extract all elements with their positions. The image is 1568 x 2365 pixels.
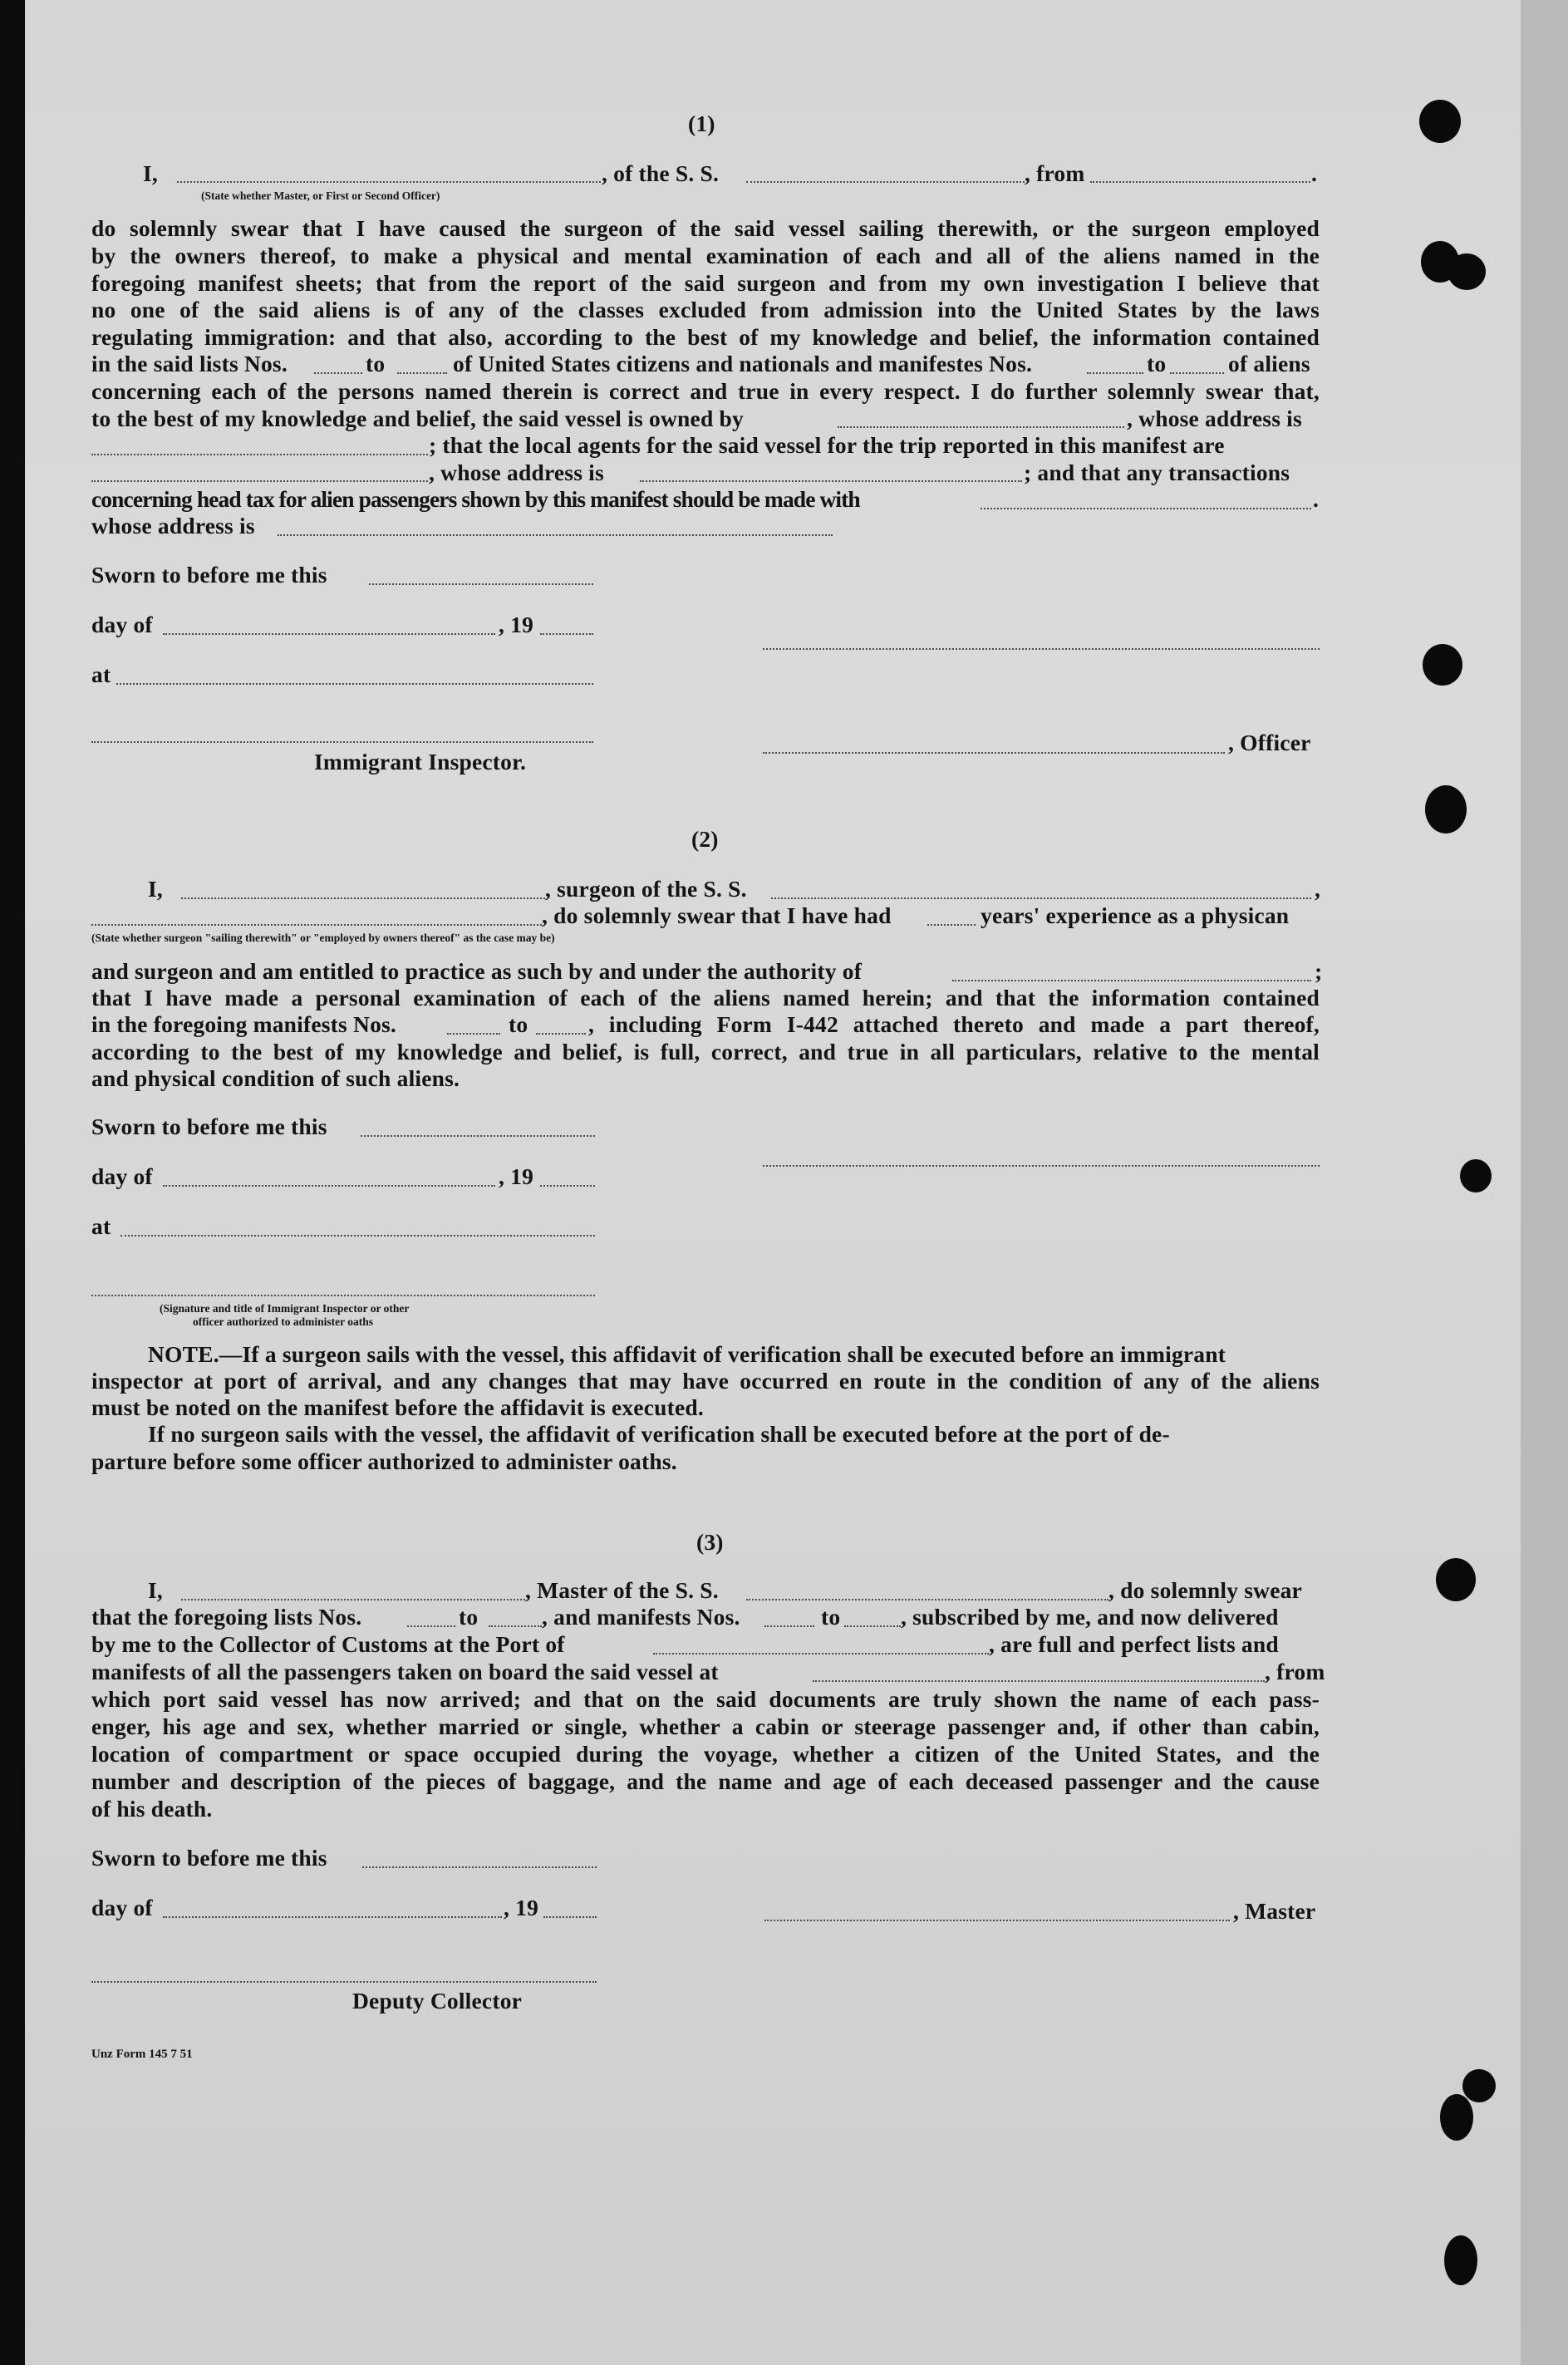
year-prefix: , 19 — [499, 1163, 534, 1189]
lists-label: that the foregoing lists Nos. — [91, 1604, 362, 1630]
whose-address-label: whose address is — [91, 513, 255, 538]
rank-note: (State whether Master, or First or Second Officer) — [201, 189, 440, 202]
year-field[interactable] — [540, 633, 593, 635]
lists-from-field[interactable] — [314, 372, 362, 374]
section-2-number: (2) — [691, 826, 719, 852]
swear-label: , do solemnly swear that I have had — [542, 902, 892, 928]
sworn-date-field[interactable] — [362, 1866, 597, 1868]
whose-address-label: , whose address is — [1127, 406, 1302, 431]
to-label: to — [509, 1011, 528, 1037]
oath-text-line: foregoing manifest sheets; that from the report of the said surgeon and from my own investigation I believe that — [91, 270, 1320, 296]
master-label: , Master — [1233, 1898, 1316, 1924]
signature-note: officer authorized to administer oaths — [193, 1315, 373, 1328]
manifests-from-field[interactable] — [1087, 372, 1143, 374]
section-3-number: (3) — [696, 1529, 724, 1555]
note-text: inspector at port of arrival, and any changes that may have occurred en route in the condition of any of the aliens — [91, 1368, 1320, 1394]
oath-prefix: I, — [148, 876, 163, 902]
to-label: to — [366, 351, 386, 376]
oath-text-line: number and description of the pieces of baggage, and the name and age of each deceased passenger and the cause — [91, 1768, 1320, 1794]
manifests-label: in the foregoing manifests Nos. — [91, 1011, 397, 1037]
lists-complete-label: , are full and perfect lists and — [989, 1631, 1279, 1657]
month-field[interactable] — [163, 1185, 495, 1187]
day-of-label: day of — [91, 1895, 153, 1920]
comma: , — [1315, 876, 1321, 902]
punch-hole — [1462, 2069, 1496, 2102]
month-field[interactable] — [163, 633, 495, 635]
vessel-name-field[interactable] — [746, 1599, 1108, 1600]
lists-label: in the said lists Nos. — [91, 351, 288, 376]
oath-text-line: no one of the said aliens is of any of the classes excluded from admission into the United States by the laws — [91, 297, 1320, 322]
lists-to-field[interactable] — [489, 1625, 542, 1627]
years-experience-field[interactable] — [927, 924, 976, 926]
year-field[interactable] — [540, 1185, 595, 1187]
sworn-date-field[interactable] — [361, 1135, 595, 1137]
oath-text-line: and physical condition of such aliens. — [91, 1065, 460, 1091]
of-aliens-label: of aliens — [1228, 351, 1310, 376]
form-i442-label: , including Form I-442 attached thereto and made a part thereof, — [588, 1011, 1320, 1037]
place-field[interactable] — [116, 683, 593, 685]
master-of-label: , Master of the S. S. — [525, 1577, 719, 1603]
boarding-label: manifests of all the passengers taken on board the said vessel at — [91, 1659, 719, 1684]
place-field[interactable] — [120, 1235, 595, 1237]
month-field[interactable] — [163, 1916, 502, 1918]
oath-text-line: which port said vessel has now arrived; and that on the said documents are truly shown the name of each pass- — [91, 1686, 1320, 1712]
from-label: , from — [1025, 160, 1085, 186]
oath-text-line: of his death. — [91, 1796, 213, 1822]
to-label: to — [459, 1604, 479, 1630]
officer-name-field[interactable] — [177, 181, 601, 183]
oath-text-line: regulating immigration: and that also, according to the best of my knowledge and belief, the information contained — [91, 324, 1320, 350]
head-tax-label: concerning head tax for alien passengers shown by this manifest should be made with — [91, 486, 860, 512]
year-prefix: , 19 — [499, 612, 534, 637]
deputy-collector-label: Deputy Collector — [352, 1988, 523, 2013]
year-prefix: , 19 — [504, 1895, 539, 1920]
to-label: to — [1147, 351, 1167, 376]
manifests-to-field[interactable] — [1170, 372, 1224, 374]
form-number: Unz Form 145 7 51 — [91, 2048, 193, 2061]
note-text: must be noted on the manifest before the affidavit is executed. — [91, 1394, 704, 1420]
section-1-number: (1) — [688, 111, 715, 136]
day-of-label: day of — [91, 1163, 153, 1189]
collector-signature-line[interactable] — [91, 1981, 597, 1983]
at-label: at — [91, 661, 111, 687]
period: . — [1311, 160, 1318, 186]
vessel-owner-field[interactable] — [838, 426, 1124, 428]
punch-hole — [1425, 785, 1467, 833]
punch-hole — [1460, 1159, 1492, 1192]
surgeon-status-field[interactable] — [91, 924, 542, 926]
transactions-label: ; and that any transactions — [1024, 460, 1290, 485]
from-label: , from — [1265, 1659, 1325, 1684]
punch-hole — [1436, 1558, 1476, 1601]
whose-address-label: , whose address is — [429, 460, 604, 485]
oath-text-line: that I have made a personal examination of each of the aliens named herein; and that the information contained — [91, 985, 1320, 1010]
manifests-from-field[interactable] — [764, 1625, 814, 1627]
master-name-field[interactable] — [181, 1599, 525, 1600]
oath-text-line: concerning each of the persons named therein is correct and true in every respect. I do further solemnly swear that, — [91, 378, 1320, 404]
oath-text-line: according to the best of my knowledge and belief, is full, correct, and true in all particulars, relative to the mental — [91, 1039, 1320, 1064]
surgeon-name-field[interactable] — [181, 897, 545, 899]
authority-label: and surgeon and am entitled to practice as such by and under the authority of — [91, 958, 863, 984]
arrival-port-field[interactable] — [653, 1653, 989, 1655]
sworn-date-field[interactable] — [369, 583, 593, 585]
lists-from-field[interactable] — [407, 1625, 455, 1627]
swear-label: , do solemnly swear — [1108, 1577, 1302, 1603]
signature-note: (Signature and title of Immigrant Inspector or other — [160, 1302, 410, 1315]
surgeon-of-label: , surgeon of the S. S. — [545, 876, 747, 902]
owner-address-field[interactable] — [91, 454, 428, 455]
oath-prefix: I, — [148, 1577, 163, 1603]
authority-field[interactable] — [952, 980, 1311, 981]
semicolon: ; — [1315, 958, 1323, 984]
manifests-to-field[interactable] — [536, 1033, 586, 1035]
officer-title-field[interactable] — [763, 752, 1225, 754]
day-of-label: day of — [91, 612, 153, 637]
punch-hole — [1423, 644, 1462, 686]
master-signature-line[interactable] — [764, 1920, 1230, 1921]
local-agents-label: ; that the local agents for the said vessel for the trip reported in this manifest are — [429, 432, 1225, 458]
oath-prefix: I, — [143, 160, 158, 186]
vessel-name-field[interactable] — [746, 181, 1025, 183]
manifests-to-field[interactable] — [844, 1625, 901, 1627]
sworn-label: Sworn to before me this — [91, 1845, 327, 1871]
oath-text-line: location of compartment or space occupied during the voyage, whether a citizen of the United States, and the — [91, 1741, 1320, 1767]
local-agents-field[interactable] — [91, 480, 428, 482]
note-text: parture before some officer authorized to administer oaths. — [91, 1448, 677, 1474]
of-the-ss-label: , of the S. S. — [602, 160, 720, 186]
to-label: to — [821, 1604, 841, 1630]
page-edge — [1521, 0, 1568, 2365]
subscribed-label: , subscribed by me, and now delivered — [901, 1604, 1279, 1630]
officer-signature-line[interactable] — [763, 648, 1320, 650]
oath-text-line: enger, his age and sex, whether married or single, whether a cabin or steerage passenger and, if other than cabin, — [91, 1714, 1320, 1739]
sworn-label: Sworn to before me this — [91, 562, 327, 588]
note-text: NOTE.—If a surgeon sails with the vessel, this affidavit of verification shall be executed before an immigrant — [148, 1341, 1226, 1367]
punch-hole — [1444, 2235, 1477, 2285]
at-label: at — [91, 1213, 111, 1239]
manifests-label: , and manifests Nos. — [542, 1604, 740, 1630]
signature-title-line[interactable] — [91, 1295, 595, 1296]
surgeon-status-note: (State whether surgeon "sailing therewith" or "employed by owners thereof" as the case may be) — [91, 932, 555, 944]
years-label: years' experience as a physican — [981, 902, 1290, 928]
punch-hole — [1448, 253, 1486, 290]
year-field[interactable] — [543, 1916, 597, 1918]
punch-hole — [1419, 100, 1461, 143]
agents-address-field[interactable] — [640, 480, 1022, 482]
period: . — [1313, 486, 1320, 512]
surgeon-signature-line[interactable] — [763, 1165, 1320, 1167]
owned-by-label: to the best of my knowledge and belief, the said vessel is owned by — [91, 406, 744, 431]
punch-hole — [1440, 2094, 1473, 2141]
note-text: If no surgeon sails with the vessel, the affidavit of verification shall be executed before at the port of de- — [148, 1421, 1170, 1447]
inspector-signature-line[interactable] — [91, 741, 593, 743]
oath-text-line: by the owners thereof, to make a physical and mental examination of each and all of the aliens named in the — [91, 243, 1320, 268]
vessel-name-field[interactable] — [771, 897, 1311, 899]
departure-port-field[interactable] — [1090, 181, 1310, 183]
manifests-from-field[interactable] — [447, 1033, 500, 1035]
citizens-label: of United States citizens and nationals and manifestes Nos. — [453, 351, 1033, 376]
boarding-port-field[interactable] — [813, 1680, 1265, 1682]
contact-address-field[interactable] — [278, 534, 833, 536]
officer-label: , Officer — [1228, 730, 1311, 755]
sworn-label: Sworn to before me this — [91, 1114, 327, 1139]
oath-text-line: do solemnly swear that I have caused the surgeon of the said vessel sailing therewith, or the surgeon employed — [91, 215, 1320, 241]
immigrant-inspector-label: Immigrant Inspector. — [314, 749, 527, 774]
lists-to-field[interactable] — [397, 372, 447, 374]
collector-port-label: by me to the Collector of Customs at the Port of — [91, 1631, 565, 1657]
head-tax-contact-field[interactable] — [981, 508, 1311, 509]
